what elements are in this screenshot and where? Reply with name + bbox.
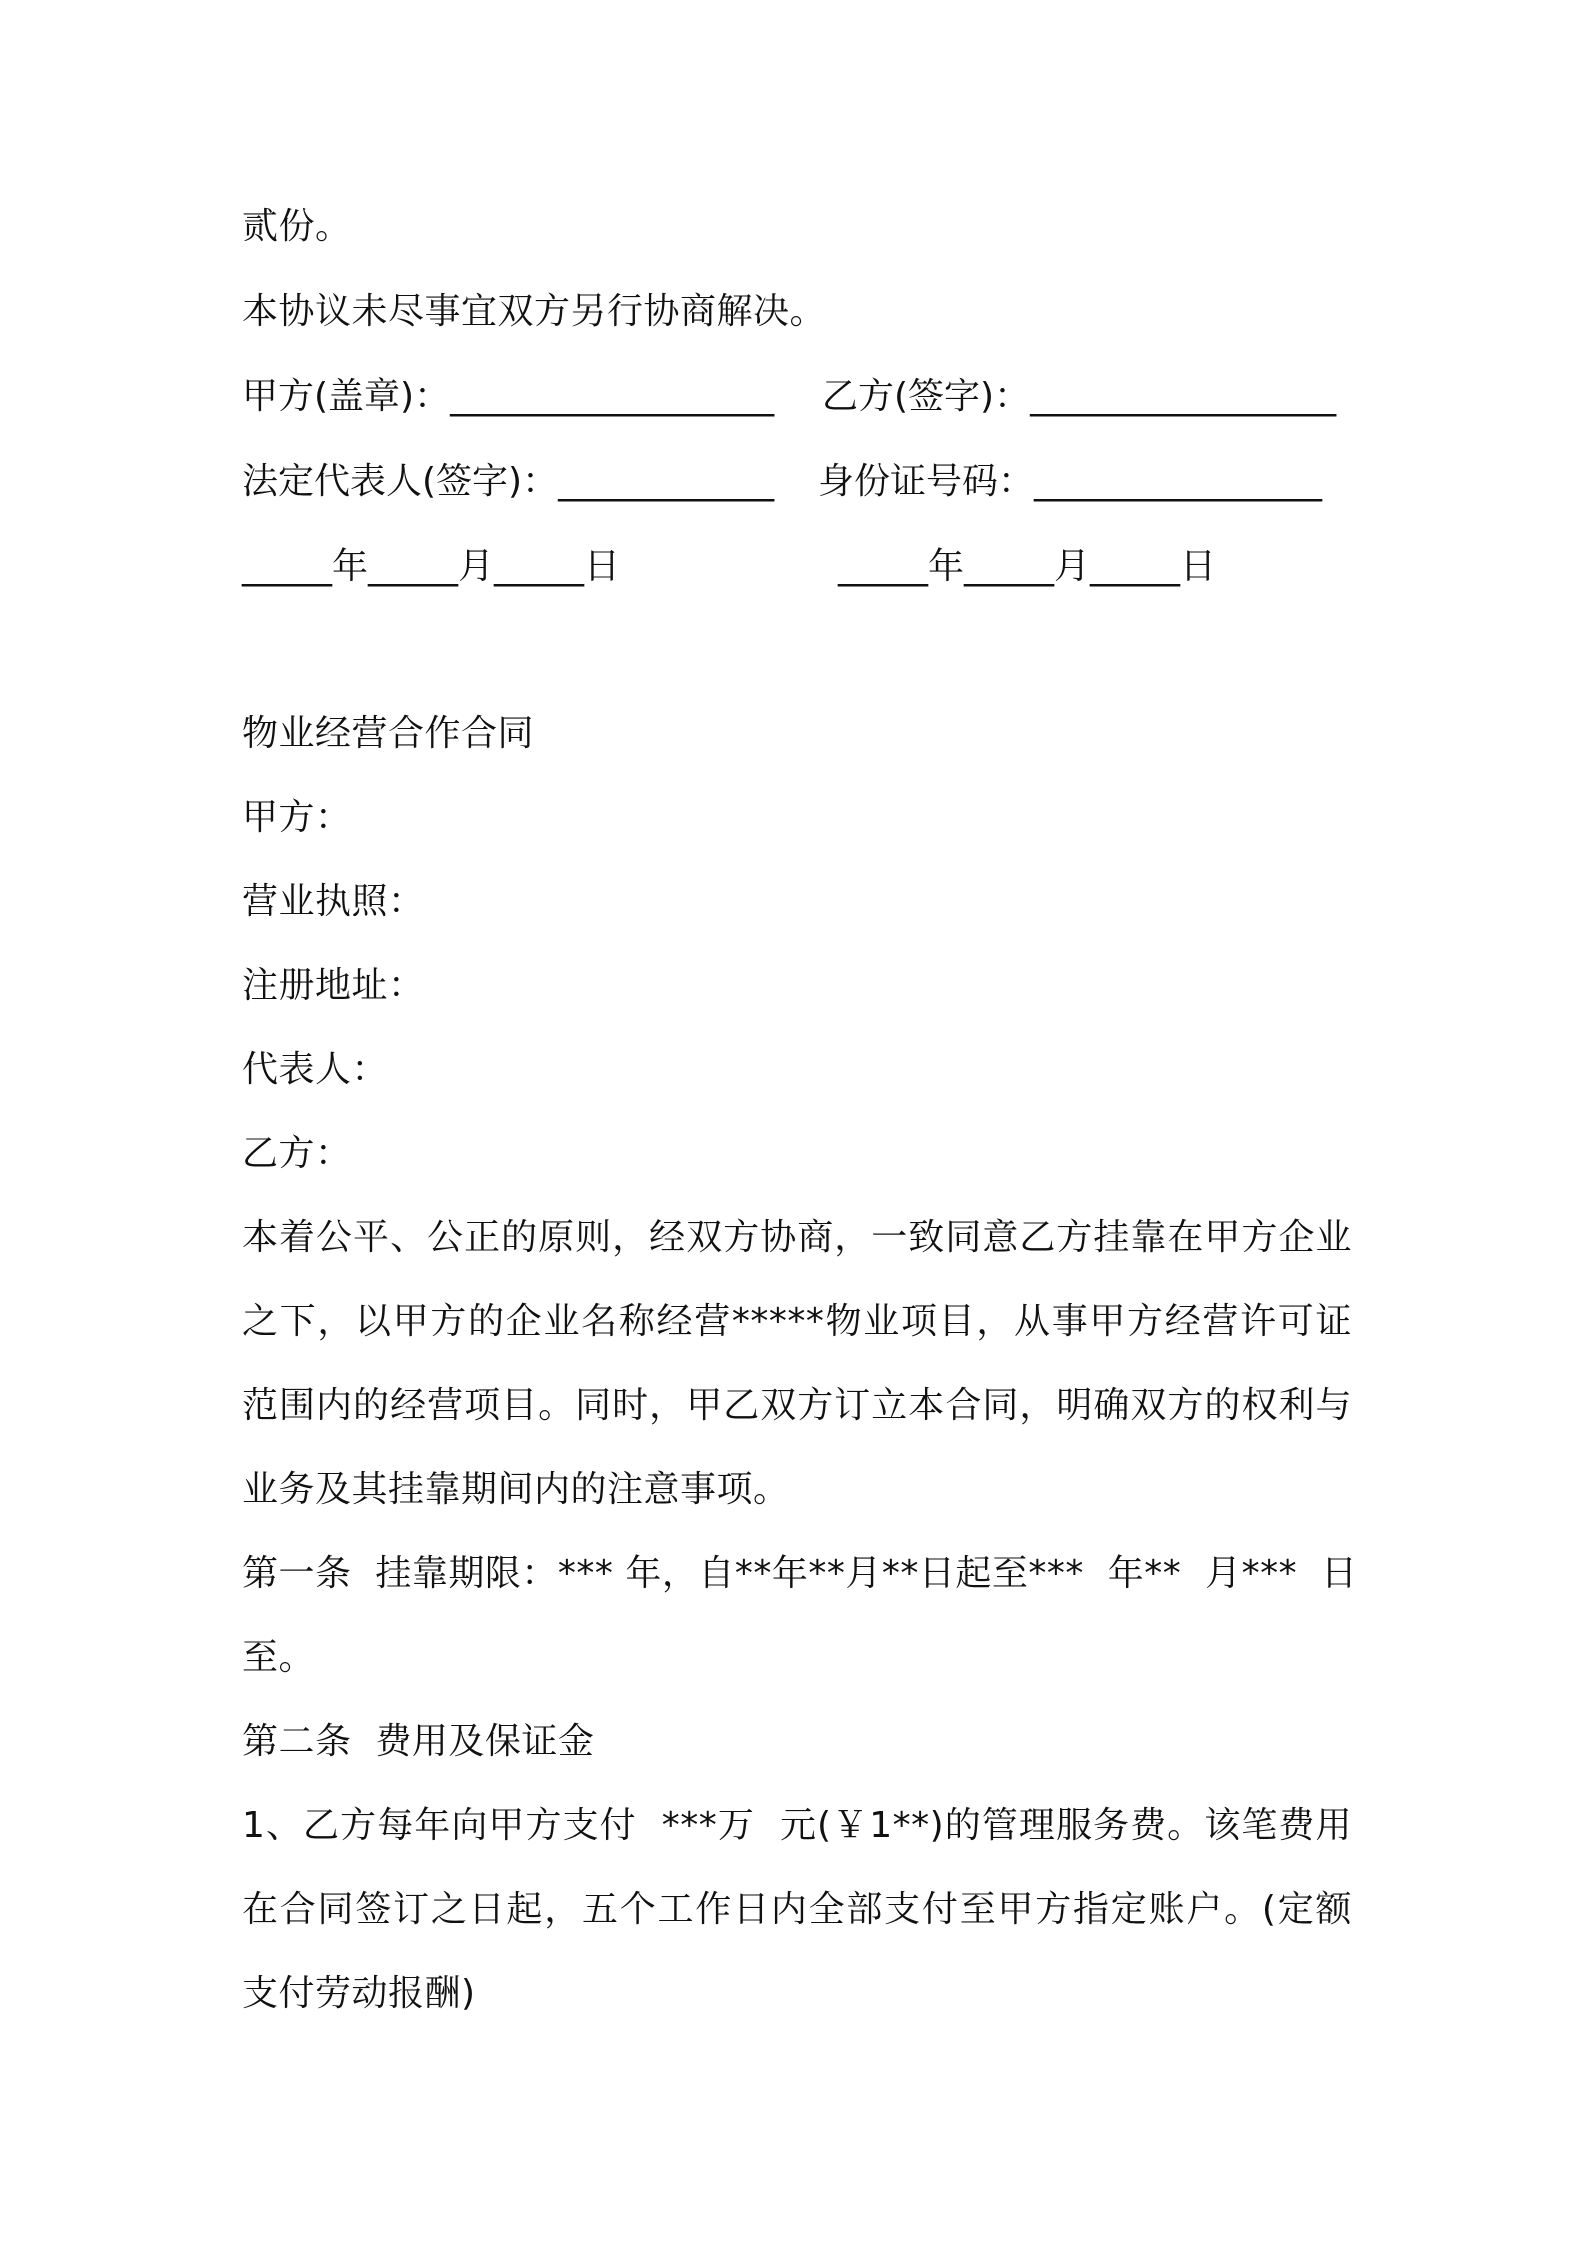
- id-number-line: 身份证号码：________________: [818, 461, 1323, 502]
- field-party-a: 甲方：: [242, 797, 352, 838]
- party-b-signature-line: 乙方(签字)：_________________: [822, 376, 1337, 417]
- preamble-line: 之下，以甲方的企业名称经营*****物业项目，从事甲方经营许可证: [242, 1301, 1352, 1342]
- legal-rep-signature-line: 法定代表人(签字)：____________: [242, 461, 775, 502]
- article-2-item-1-line: 在合同签订之日起，五个工作日内全部支付至甲方指定账户。(定额: [242, 1889, 1352, 1930]
- field-party-b: 乙方：: [242, 1133, 352, 1174]
- date-line-left: _____年_____月_____日: [242, 546, 620, 587]
- preamble-line: 本着公平、公正的原则，经双方协商，一致同意乙方挂靠在甲方企业: [242, 1217, 1352, 1258]
- field-representative: 代表人：: [242, 1049, 389, 1090]
- field-registered-address: 注册地址：: [242, 965, 425, 1006]
- article-2-item-1-line: 1、乙方每年向甲方支付 ***万 元(￥1**)的管理服务费。该笔费用: [242, 1805, 1352, 1846]
- article-2-title: 第二条 费用及保证金: [242, 1721, 595, 1762]
- party-a-seal-line: 甲方(盖章)：__________________: [242, 376, 775, 417]
- text-line-share-count: 贰份。: [242, 206, 352, 247]
- article-1-line: 第一条 挂靠期限：*** 年，自**年**月**日起至*** 年** 月*** 日: [242, 1553, 1358, 1594]
- field-business-license: 营业执照：: [242, 881, 425, 922]
- date-line-right: _____年_____月_____日: [838, 546, 1216, 587]
- article-1-line: 至。: [242, 1637, 316, 1678]
- contract-title: 物业经营合作合同: [242, 713, 535, 754]
- preamble-line: 业务及其挂靠期间内的注意事项。: [242, 1469, 790, 1510]
- article-2-item-1-line: 支付劳动报酬): [242, 1973, 476, 2014]
- preamble-line: 范围内的经营项目。同时，甲乙双方订立本合同，明确双方的权利与: [242, 1385, 1352, 1426]
- text-line-unresolved-matters: 本协议未尽事宜双方另行协商解决。: [242, 291, 827, 332]
